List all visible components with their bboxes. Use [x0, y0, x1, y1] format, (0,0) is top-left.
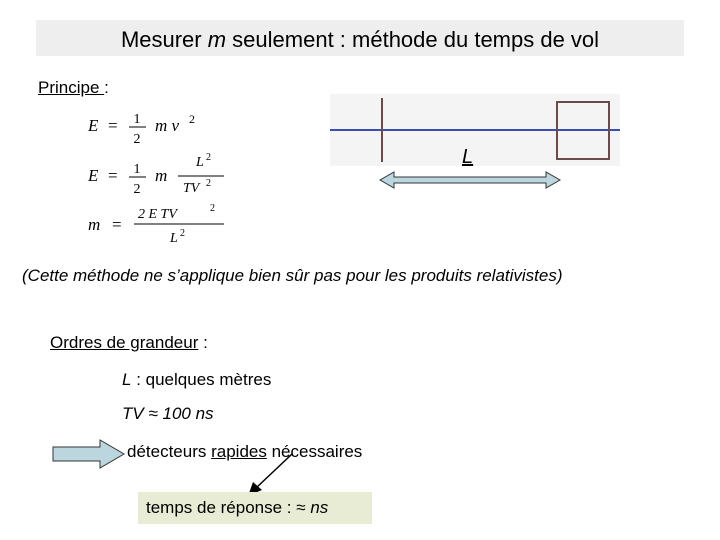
ordres-heading: Ordres de grandeur :	[50, 333, 208, 352]
distance-label: L	[462, 146, 474, 168]
svg-text:2: 2	[206, 152, 211, 163]
formulas	[86, 106, 236, 252]
formula-1	[87, 112, 195, 147]
svg-text:1: 1	[133, 112, 141, 127]
flight-diagram	[330, 94, 620, 214]
svg-text:2: 2	[133, 132, 141, 147]
svg-text:2: 2	[180, 228, 185, 239]
formula-2	[87, 152, 224, 197]
svg-text:m v: m v	[155, 116, 180, 135]
detectors-requirement: détecteurs rapides nécessaires	[127, 442, 363, 461]
svg-text:m: m	[88, 215, 101, 234]
svg-text:2: 2	[189, 112, 195, 126]
svg-text:L: L	[196, 155, 204, 170]
svg-text:m: m	[155, 166, 168, 185]
formula-3	[88, 203, 224, 246]
svg-text:1: 1	[133, 162, 141, 177]
arrow-right-icon	[52, 438, 126, 472]
relativistic-note: (Cette méthode ne s’applique bien sûr pas pour les produits relativistes)	[22, 266, 563, 285]
svg-text:L: L	[170, 231, 178, 246]
time-value: TV ≈ 100 ns	[122, 404, 214, 423]
svg-text:=: =	[108, 116, 118, 135]
svg-text:2: 2	[133, 182, 141, 197]
svg-text:E: E	[88, 166, 99, 185]
double-arrow-icon	[380, 172, 560, 188]
principe-heading: Principe :	[38, 78, 109, 97]
svg-text:TV: TV	[183, 181, 200, 196]
svg-text:E: E	[88, 116, 99, 135]
slide-title: Mesurer m seulement : méthode du temps de vol	[120, 27, 600, 52]
svg-text:2: 2	[210, 203, 215, 214]
svg-text:=: =	[112, 215, 122, 234]
svg-text:2 E TV: 2 E TV	[138, 207, 177, 222]
svg-text:2: 2	[206, 178, 211, 189]
response-time-text: temps de réponse : ≈ ns	[146, 498, 329, 517]
svg-text:=: =	[108, 166, 118, 185]
length-value: L : quelques mètres	[122, 370, 272, 389]
